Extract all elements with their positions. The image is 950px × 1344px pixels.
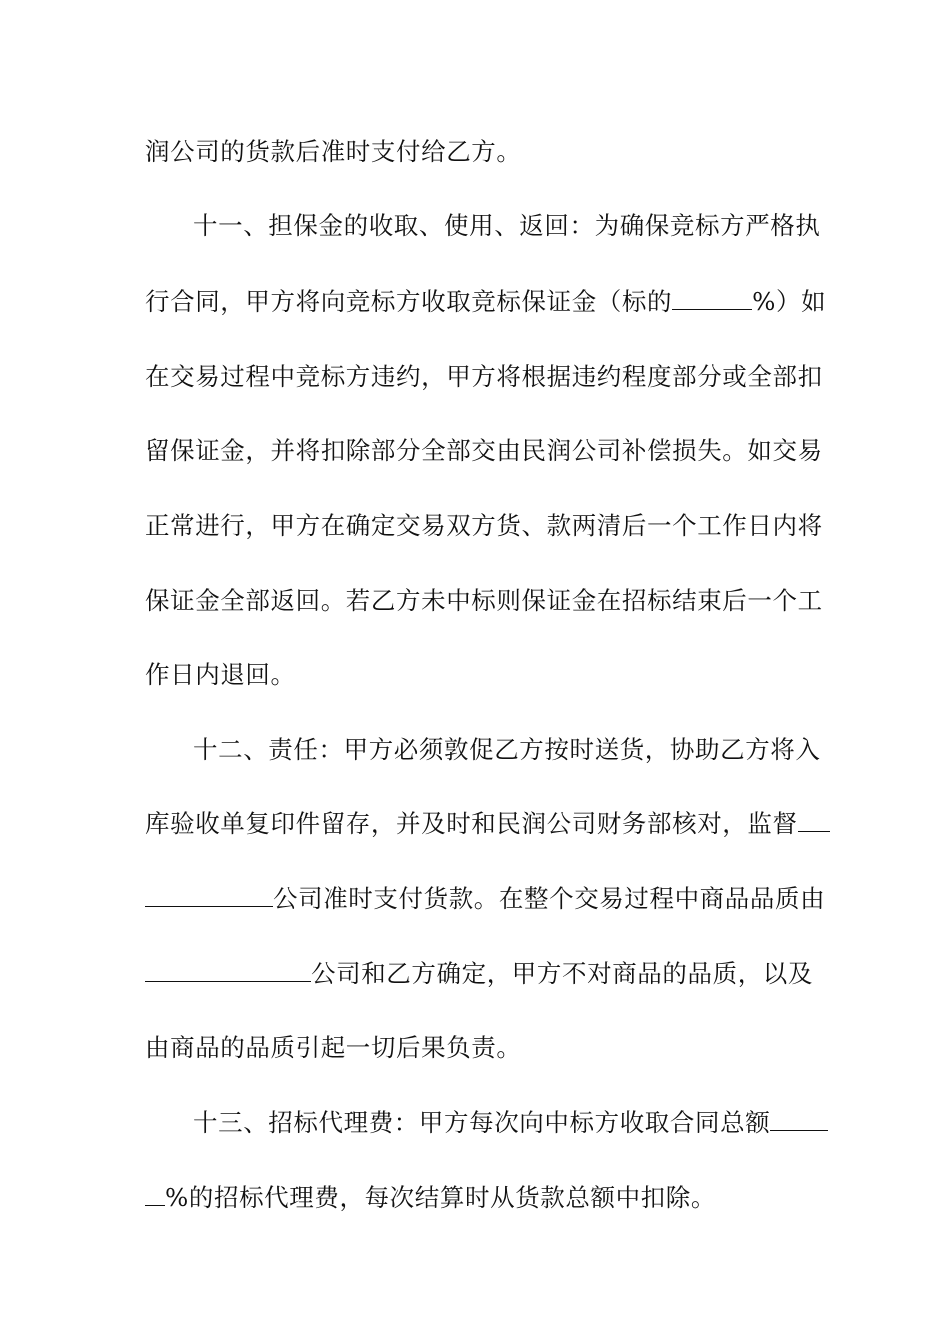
text-line: 公司和乙方确定，甲方不对商品的品质，以及 <box>145 959 813 989</box>
fill-in-blank <box>798 809 830 832</box>
fill-in-blank <box>145 959 311 982</box>
text-line: %的招标代理费，每次结算时从货款总额中扣除。 <box>145 1183 716 1213</box>
text-line: 库验收单复印件留存，并及时和民润公司财务部核对，监督 <box>145 809 830 839</box>
text-line: 润公司的货款后准时支付给乙方。 <box>145 137 522 166</box>
fill-in-blank <box>770 1108 828 1131</box>
clause-11-heading-line: 十一、担保金的收取、使用、返回：为确保竞标方严格执 <box>193 211 821 240</box>
fill-in-blank <box>145 884 273 907</box>
fill-in-blank <box>145 1183 165 1206</box>
text-line: 公司准时支付货款。在整个交易过程中商品品质由 <box>145 884 825 914</box>
text-line: 由商品的品质引起一切后果负责。 <box>145 1033 522 1062</box>
fill-in-blank <box>672 287 752 310</box>
text-line: 正常进行，甲方在确定交易双方货、款两清后一个工作日内将 <box>145 511 823 540</box>
text-line: 行合同，甲方将向竞标方收取竞标保证金（标的 %）如 <box>145 287 827 316</box>
text-line: 留保证金，并将扣除部分全部交由民润公司补偿损失。如交易 <box>145 436 823 465</box>
text-line: 作日内退回。 <box>145 660 296 689</box>
clause-12-heading-line: 十二、责任：甲方必须敦促乙方按时送货，协助乙方将入 <box>193 735 821 764</box>
text-line: 在交易过程中竞标方违约，甲方将根据违约程度部分或全部扣 <box>145 362 823 391</box>
clause-13-heading-line: 十三、招标代理费：甲方每次向中标方收取合同总额 <box>193 1108 828 1138</box>
text-line: 保证金全部返回。若乙方未中标则保证金在招标结束后一个工 <box>145 586 823 615</box>
